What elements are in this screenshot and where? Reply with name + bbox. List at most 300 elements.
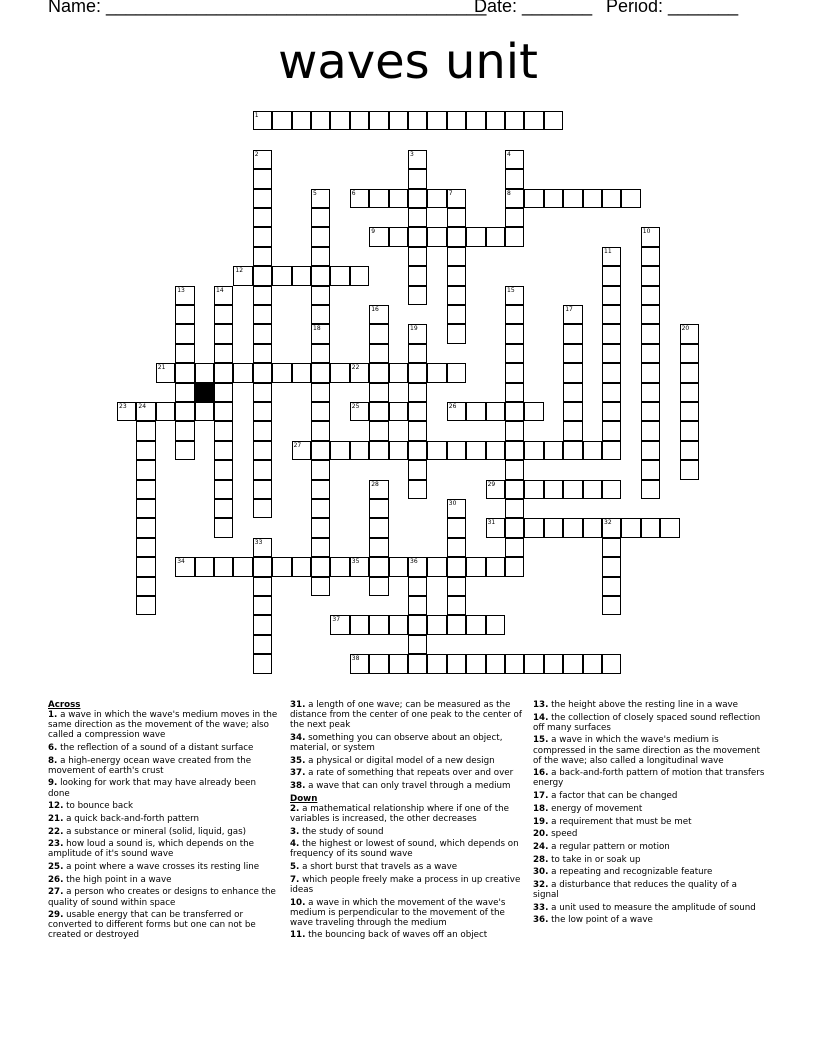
crossword-cell[interactable] bbox=[214, 557, 233, 576]
crossword-cell[interactable] bbox=[583, 189, 602, 208]
crossword-cell[interactable] bbox=[602, 480, 621, 499]
crossword-cell[interactable] bbox=[311, 344, 330, 363]
crossword-cell[interactable] bbox=[505, 421, 524, 440]
crossword-cell[interactable] bbox=[486, 615, 505, 634]
crossword-cell[interactable] bbox=[272, 111, 291, 130]
crossword-cell[interactable] bbox=[447, 363, 466, 382]
crossword-cell[interactable] bbox=[311, 538, 330, 557]
crossword-cell[interactable] bbox=[408, 596, 427, 615]
crossword-cell[interactable] bbox=[505, 499, 524, 518]
crossword-cell[interactable] bbox=[524, 480, 543, 499]
crossword-cell[interactable] bbox=[136, 421, 155, 440]
crossword-cell[interactable] bbox=[602, 518, 621, 537]
crossword-cell[interactable] bbox=[311, 189, 330, 208]
crossword-cell[interactable] bbox=[427, 363, 446, 382]
crossword-cell[interactable] bbox=[369, 654, 388, 673]
crossword-cell[interactable] bbox=[602, 344, 621, 363]
crossword-cell[interactable] bbox=[680, 441, 699, 460]
crossword-cell[interactable] bbox=[311, 402, 330, 421]
crossword-cell[interactable] bbox=[602, 421, 621, 440]
crossword-cell[interactable] bbox=[602, 538, 621, 557]
crossword-cell[interactable] bbox=[563, 654, 582, 673]
crossword-cell[interactable] bbox=[369, 305, 388, 324]
crossword-cell[interactable] bbox=[583, 518, 602, 537]
crossword-cell[interactable] bbox=[408, 266, 427, 285]
crossword-cell[interactable] bbox=[427, 111, 446, 130]
crossword-cell[interactable] bbox=[563, 344, 582, 363]
crossword-cell[interactable] bbox=[544, 480, 563, 499]
crossword-cell[interactable] bbox=[311, 518, 330, 537]
crossword-cell[interactable] bbox=[524, 654, 543, 673]
crossword-cell[interactable] bbox=[175, 286, 194, 305]
crossword-cell[interactable] bbox=[524, 441, 543, 460]
crossword-cell[interactable] bbox=[408, 480, 427, 499]
crossword-cell[interactable] bbox=[447, 286, 466, 305]
crossword-cell[interactable] bbox=[253, 577, 272, 596]
crossword-cell[interactable] bbox=[680, 402, 699, 421]
crossword-cell[interactable] bbox=[447, 518, 466, 537]
crossword-cell[interactable] bbox=[408, 150, 427, 169]
crossword-cell[interactable] bbox=[233, 363, 252, 382]
crossword-cell[interactable] bbox=[136, 480, 155, 499]
crossword-cell[interactable] bbox=[408, 111, 427, 130]
crossword-cell[interactable] bbox=[253, 363, 272, 382]
crossword-cell[interactable] bbox=[311, 421, 330, 440]
crossword-cell[interactable] bbox=[253, 227, 272, 246]
crossword-cell[interactable] bbox=[369, 324, 388, 343]
crossword-cell[interactable] bbox=[563, 421, 582, 440]
crossword-cell[interactable] bbox=[175, 402, 194, 421]
crossword-cell[interactable] bbox=[466, 227, 485, 246]
crossword-cell[interactable] bbox=[330, 266, 349, 285]
crossword-cell[interactable] bbox=[680, 383, 699, 402]
crossword-cell[interactable] bbox=[311, 480, 330, 499]
crossword-cell[interactable] bbox=[389, 189, 408, 208]
crossword-cell[interactable] bbox=[389, 654, 408, 673]
crossword-cell[interactable] bbox=[524, 189, 543, 208]
crossword-cell[interactable] bbox=[253, 480, 272, 499]
crossword-cell[interactable] bbox=[175, 344, 194, 363]
crossword-cell[interactable] bbox=[602, 441, 621, 460]
crossword-cell[interactable] bbox=[350, 266, 369, 285]
crossword-cell[interactable] bbox=[486, 518, 505, 537]
crossword-cell[interactable] bbox=[408, 189, 427, 208]
crossword-cell[interactable] bbox=[641, 266, 660, 285]
crossword-cell[interactable] bbox=[175, 305, 194, 324]
crossword-cell[interactable] bbox=[350, 441, 369, 460]
crossword-cell[interactable] bbox=[311, 247, 330, 266]
crossword-cell[interactable] bbox=[486, 557, 505, 576]
crossword-cell[interactable] bbox=[175, 383, 194, 402]
crossword-cell[interactable] bbox=[583, 441, 602, 460]
date-field[interactable]: Date: _______ bbox=[474, 0, 593, 16]
crossword-cell[interactable] bbox=[602, 654, 621, 673]
crossword-cell[interactable] bbox=[136, 499, 155, 518]
crossword-cell[interactable] bbox=[253, 596, 272, 615]
crossword-cell[interactable] bbox=[641, 383, 660, 402]
crossword-cell[interactable] bbox=[505, 538, 524, 557]
crossword-cell[interactable] bbox=[505, 324, 524, 343]
crossword-cell[interactable] bbox=[369, 615, 388, 634]
crossword-cell[interactable] bbox=[214, 363, 233, 382]
crossword-cell[interactable] bbox=[427, 557, 446, 576]
crossword-cell[interactable] bbox=[447, 538, 466, 557]
crossword-cell[interactable] bbox=[136, 460, 155, 479]
crossword-cell[interactable] bbox=[680, 324, 699, 343]
crossword-cell[interactable] bbox=[505, 208, 524, 227]
crossword-cell[interactable] bbox=[563, 441, 582, 460]
crossword-cell[interactable] bbox=[408, 635, 427, 654]
crossword-cell[interactable] bbox=[369, 480, 388, 499]
crossword-cell[interactable] bbox=[466, 441, 485, 460]
crossword-cell[interactable] bbox=[505, 286, 524, 305]
crossword-cell[interactable] bbox=[602, 383, 621, 402]
crossword-cell[interactable] bbox=[214, 421, 233, 440]
crossword-cell[interactable] bbox=[621, 518, 640, 537]
crossword-cell[interactable] bbox=[602, 286, 621, 305]
crossword-cell[interactable] bbox=[427, 227, 446, 246]
crossword-cell[interactable] bbox=[369, 383, 388, 402]
crossword-cell[interactable] bbox=[195, 402, 214, 421]
crossword-cell[interactable] bbox=[563, 324, 582, 343]
crossword-cell[interactable] bbox=[253, 538, 272, 557]
crossword-cell[interactable] bbox=[486, 111, 505, 130]
crossword-cell[interactable] bbox=[253, 305, 272, 324]
crossword-cell[interactable] bbox=[408, 247, 427, 266]
crossword-cell[interactable] bbox=[369, 538, 388, 557]
crossword-cell[interactable] bbox=[544, 441, 563, 460]
crossword-cell[interactable] bbox=[680, 421, 699, 440]
crossword-cell[interactable] bbox=[447, 305, 466, 324]
crossword-cell[interactable] bbox=[641, 247, 660, 266]
crossword-cell[interactable] bbox=[486, 480, 505, 499]
crossword-cell[interactable] bbox=[214, 286, 233, 305]
crossword-cell[interactable] bbox=[389, 557, 408, 576]
crossword-cell[interactable] bbox=[447, 324, 466, 343]
crossword-cell[interactable] bbox=[408, 324, 427, 343]
crossword-cell[interactable] bbox=[602, 596, 621, 615]
crossword-cell[interactable] bbox=[447, 402, 466, 421]
crossword-cell[interactable] bbox=[369, 441, 388, 460]
crossword-cell[interactable] bbox=[292, 363, 311, 382]
crossword-cell[interactable] bbox=[641, 480, 660, 499]
crossword-cell[interactable] bbox=[253, 421, 272, 440]
crossword-cell[interactable] bbox=[253, 402, 272, 421]
crossword-cell[interactable] bbox=[621, 189, 640, 208]
crossword-cell[interactable] bbox=[486, 227, 505, 246]
crossword-cell[interactable] bbox=[447, 189, 466, 208]
crossword-cell[interactable] bbox=[602, 266, 621, 285]
crossword-cell[interactable] bbox=[544, 189, 563, 208]
crossword-cell[interactable] bbox=[214, 480, 233, 499]
crossword-cell[interactable] bbox=[408, 577, 427, 596]
crossword-cell[interactable] bbox=[602, 363, 621, 382]
crossword-cell[interactable] bbox=[408, 460, 427, 479]
crossword-cell[interactable] bbox=[427, 189, 446, 208]
crossword-cell[interactable] bbox=[447, 208, 466, 227]
crossword-cell[interactable] bbox=[214, 499, 233, 518]
crossword-cell[interactable] bbox=[563, 383, 582, 402]
crossword-cell[interactable] bbox=[680, 460, 699, 479]
crossword-cell[interactable] bbox=[233, 557, 252, 576]
crossword-cell[interactable] bbox=[505, 480, 524, 499]
crossword-cell[interactable] bbox=[253, 615, 272, 634]
crossword-cell[interactable] bbox=[136, 557, 155, 576]
crossword-cell[interactable] bbox=[253, 266, 272, 285]
crossword-cell[interactable] bbox=[408, 344, 427, 363]
crossword-cell[interactable] bbox=[641, 460, 660, 479]
crossword-cell[interactable] bbox=[641, 324, 660, 343]
crossword-cell[interactable] bbox=[136, 577, 155, 596]
crossword-cell[interactable] bbox=[505, 111, 524, 130]
crossword-cell[interactable] bbox=[641, 363, 660, 382]
crossword-cell[interactable] bbox=[311, 460, 330, 479]
crossword-cell[interactable] bbox=[505, 460, 524, 479]
crossword-cell[interactable] bbox=[369, 363, 388, 382]
crossword-cell[interactable] bbox=[447, 577, 466, 596]
crossword-cell[interactable] bbox=[369, 499, 388, 518]
crossword-cell[interactable] bbox=[214, 344, 233, 363]
crossword-cell[interactable] bbox=[563, 480, 582, 499]
period-field[interactable]: Period: _______ bbox=[606, 0, 739, 16]
crossword-cell[interactable] bbox=[641, 402, 660, 421]
crossword-cell[interactable] bbox=[641, 286, 660, 305]
crossword-cell[interactable] bbox=[214, 305, 233, 324]
crossword-cell[interactable] bbox=[311, 441, 330, 460]
crossword-cell[interactable] bbox=[253, 344, 272, 363]
crossword-cell[interactable] bbox=[447, 596, 466, 615]
crossword-cell[interactable] bbox=[447, 266, 466, 285]
crossword-cell[interactable] bbox=[369, 402, 388, 421]
crossword-cell[interactable] bbox=[311, 111, 330, 130]
crossword-cell[interactable] bbox=[175, 324, 194, 343]
crossword-cell[interactable] bbox=[330, 111, 349, 130]
crossword-cell[interactable] bbox=[524, 518, 543, 537]
crossword-cell[interactable] bbox=[447, 615, 466, 634]
crossword-cell[interactable] bbox=[175, 363, 194, 382]
crossword-cell[interactable] bbox=[330, 557, 349, 576]
crossword-cell[interactable] bbox=[253, 324, 272, 343]
crossword-cell[interactable] bbox=[505, 305, 524, 324]
crossword-cell[interactable] bbox=[311, 227, 330, 246]
crossword-cell[interactable] bbox=[253, 460, 272, 479]
crossword-cell[interactable] bbox=[272, 557, 291, 576]
crossword-cell[interactable] bbox=[408, 441, 427, 460]
crossword-cell[interactable] bbox=[466, 111, 485, 130]
crossword-cell[interactable] bbox=[292, 111, 311, 130]
crossword-cell[interactable] bbox=[389, 402, 408, 421]
crossword-cell[interactable] bbox=[505, 150, 524, 169]
crossword-cell[interactable] bbox=[369, 111, 388, 130]
crossword-cell[interactable] bbox=[311, 324, 330, 343]
crossword-cell[interactable] bbox=[136, 441, 155, 460]
crossword-cell[interactable] bbox=[292, 441, 311, 460]
crossword-cell[interactable] bbox=[350, 615, 369, 634]
crossword-cell[interactable] bbox=[175, 557, 194, 576]
crossword-cell[interactable] bbox=[369, 421, 388, 440]
crossword-cell[interactable] bbox=[447, 654, 466, 673]
crossword-cell[interactable] bbox=[641, 305, 660, 324]
crossword-cell[interactable] bbox=[466, 654, 485, 673]
crossword-cell[interactable] bbox=[408, 654, 427, 673]
crossword-cell[interactable] bbox=[253, 383, 272, 402]
crossword-cell[interactable] bbox=[350, 402, 369, 421]
crossword-cell[interactable] bbox=[253, 189, 272, 208]
crossword-cell[interactable] bbox=[350, 363, 369, 382]
crossword-cell[interactable] bbox=[427, 441, 446, 460]
crossword-cell[interactable] bbox=[369, 227, 388, 246]
crossword-cell[interactable] bbox=[214, 441, 233, 460]
crossword-cell[interactable] bbox=[447, 227, 466, 246]
crossword-cell[interactable] bbox=[641, 518, 660, 537]
crossword-cell[interactable] bbox=[156, 363, 175, 382]
crossword-cell[interactable] bbox=[369, 189, 388, 208]
crossword-cell[interactable] bbox=[641, 227, 660, 246]
crossword-cell[interactable] bbox=[602, 247, 621, 266]
crossword-cell[interactable] bbox=[447, 441, 466, 460]
crossword-cell[interactable] bbox=[408, 169, 427, 188]
crossword-cell[interactable] bbox=[350, 189, 369, 208]
crossword-cell[interactable] bbox=[175, 421, 194, 440]
crossword-cell[interactable] bbox=[466, 557, 485, 576]
crossword-cell[interactable] bbox=[369, 577, 388, 596]
crossword-cell[interactable] bbox=[505, 402, 524, 421]
crossword-cell[interactable] bbox=[563, 363, 582, 382]
crossword-cell[interactable] bbox=[505, 557, 524, 576]
crossword-cell[interactable] bbox=[408, 615, 427, 634]
crossword-cell[interactable] bbox=[311, 286, 330, 305]
crossword-cell[interactable] bbox=[505, 189, 524, 208]
crossword-cell[interactable] bbox=[505, 518, 524, 537]
crossword-cell[interactable] bbox=[563, 518, 582, 537]
crossword-cell[interactable] bbox=[214, 460, 233, 479]
crossword-cell[interactable] bbox=[214, 402, 233, 421]
crossword-cell[interactable] bbox=[602, 305, 621, 324]
crossword-cell[interactable] bbox=[389, 441, 408, 460]
crossword-cell[interactable] bbox=[253, 247, 272, 266]
crossword-cell[interactable] bbox=[583, 480, 602, 499]
crossword-cell[interactable] bbox=[389, 227, 408, 246]
crossword-cell[interactable] bbox=[253, 499, 272, 518]
crossword-cell[interactable] bbox=[253, 169, 272, 188]
crossword-cell[interactable] bbox=[505, 383, 524, 402]
crossword-cell[interactable] bbox=[214, 518, 233, 537]
crossword-cell[interactable] bbox=[330, 615, 349, 634]
crossword-cell[interactable] bbox=[408, 227, 427, 246]
crossword-cell[interactable] bbox=[466, 615, 485, 634]
crossword-cell[interactable] bbox=[136, 402, 155, 421]
crossword-cell[interactable] bbox=[447, 247, 466, 266]
name-field[interactable]: Name: ______________________________________ bbox=[48, 0, 487, 16]
crossword-cell[interactable] bbox=[602, 557, 621, 576]
crossword-cell[interactable] bbox=[505, 654, 524, 673]
crossword-cell[interactable] bbox=[136, 518, 155, 537]
crossword-cell[interactable] bbox=[292, 266, 311, 285]
crossword-cell[interactable] bbox=[660, 518, 679, 537]
crossword-cell[interactable] bbox=[641, 344, 660, 363]
crossword-cell[interactable] bbox=[544, 654, 563, 673]
crossword-cell[interactable] bbox=[563, 402, 582, 421]
crossword-cell[interactable] bbox=[641, 441, 660, 460]
crossword-cell[interactable] bbox=[408, 421, 427, 440]
crossword-cell[interactable] bbox=[524, 111, 543, 130]
crossword-cell[interactable] bbox=[583, 654, 602, 673]
crossword-cell[interactable] bbox=[408, 208, 427, 227]
crossword-cell[interactable] bbox=[350, 111, 369, 130]
crossword-cell[interactable] bbox=[602, 324, 621, 343]
crossword-cell[interactable] bbox=[253, 208, 272, 227]
crossword-cell[interactable] bbox=[544, 518, 563, 537]
crossword-cell[interactable] bbox=[680, 344, 699, 363]
crossword-cell[interactable] bbox=[253, 150, 272, 169]
crossword-cell[interactable] bbox=[311, 208, 330, 227]
crossword-cell[interactable] bbox=[292, 557, 311, 576]
crossword-cell[interactable] bbox=[272, 363, 291, 382]
crossword-cell[interactable] bbox=[389, 111, 408, 130]
crossword-cell[interactable] bbox=[272, 266, 291, 285]
crossword-cell[interactable] bbox=[563, 189, 582, 208]
crossword-cell[interactable] bbox=[253, 111, 272, 130]
crossword-cell[interactable] bbox=[408, 557, 427, 576]
crossword-cell[interactable] bbox=[214, 324, 233, 343]
crossword-cell[interactable] bbox=[524, 402, 543, 421]
crossword-cell[interactable] bbox=[505, 169, 524, 188]
crossword-cell[interactable] bbox=[408, 363, 427, 382]
crossword-cell[interactable] bbox=[427, 615, 446, 634]
crossword-cell[interactable] bbox=[195, 363, 214, 382]
crossword-cell[interactable] bbox=[389, 615, 408, 634]
crossword-cell[interactable] bbox=[311, 383, 330, 402]
crossword-cell[interactable] bbox=[330, 363, 349, 382]
crossword-cell[interactable] bbox=[195, 557, 214, 576]
crossword-cell[interactable] bbox=[311, 305, 330, 324]
crossword-cell[interactable] bbox=[486, 402, 505, 421]
crossword-cell[interactable] bbox=[253, 441, 272, 460]
crossword-cell[interactable] bbox=[389, 363, 408, 382]
crossword-cell[interactable] bbox=[311, 577, 330, 596]
crossword-cell[interactable] bbox=[311, 266, 330, 285]
crossword-cell[interactable] bbox=[505, 441, 524, 460]
crossword-cell[interactable] bbox=[156, 402, 175, 421]
crossword-cell[interactable] bbox=[505, 227, 524, 246]
crossword-cell[interactable] bbox=[408, 383, 427, 402]
crossword-cell[interactable] bbox=[408, 286, 427, 305]
crossword-cell[interactable] bbox=[214, 383, 233, 402]
crossword-cell[interactable] bbox=[486, 441, 505, 460]
crossword-cell[interactable] bbox=[505, 344, 524, 363]
crossword-cell[interactable] bbox=[602, 189, 621, 208]
crossword-cell[interactable] bbox=[641, 421, 660, 440]
crossword-cell[interactable] bbox=[563, 305, 582, 324]
crossword-cell[interactable] bbox=[466, 402, 485, 421]
crossword-cell[interactable] bbox=[311, 557, 330, 576]
crossword-cell[interactable] bbox=[447, 499, 466, 518]
crossword-cell[interactable] bbox=[117, 402, 136, 421]
crossword-cell[interactable] bbox=[447, 111, 466, 130]
crossword-cell[interactable] bbox=[680, 363, 699, 382]
crossword-cell[interactable] bbox=[253, 654, 272, 673]
crossword-cell[interactable] bbox=[486, 654, 505, 673]
crossword-cell[interactable] bbox=[330, 441, 349, 460]
crossword-cell[interactable] bbox=[602, 577, 621, 596]
crossword-cell[interactable] bbox=[311, 363, 330, 382]
crossword-cell[interactable] bbox=[136, 596, 155, 615]
crossword-cell[interactable] bbox=[544, 111, 563, 130]
crossword-cell[interactable] bbox=[602, 402, 621, 421]
crossword-cell[interactable] bbox=[369, 557, 388, 576]
crossword-cell[interactable] bbox=[369, 518, 388, 537]
crossword-cell[interactable] bbox=[253, 286, 272, 305]
